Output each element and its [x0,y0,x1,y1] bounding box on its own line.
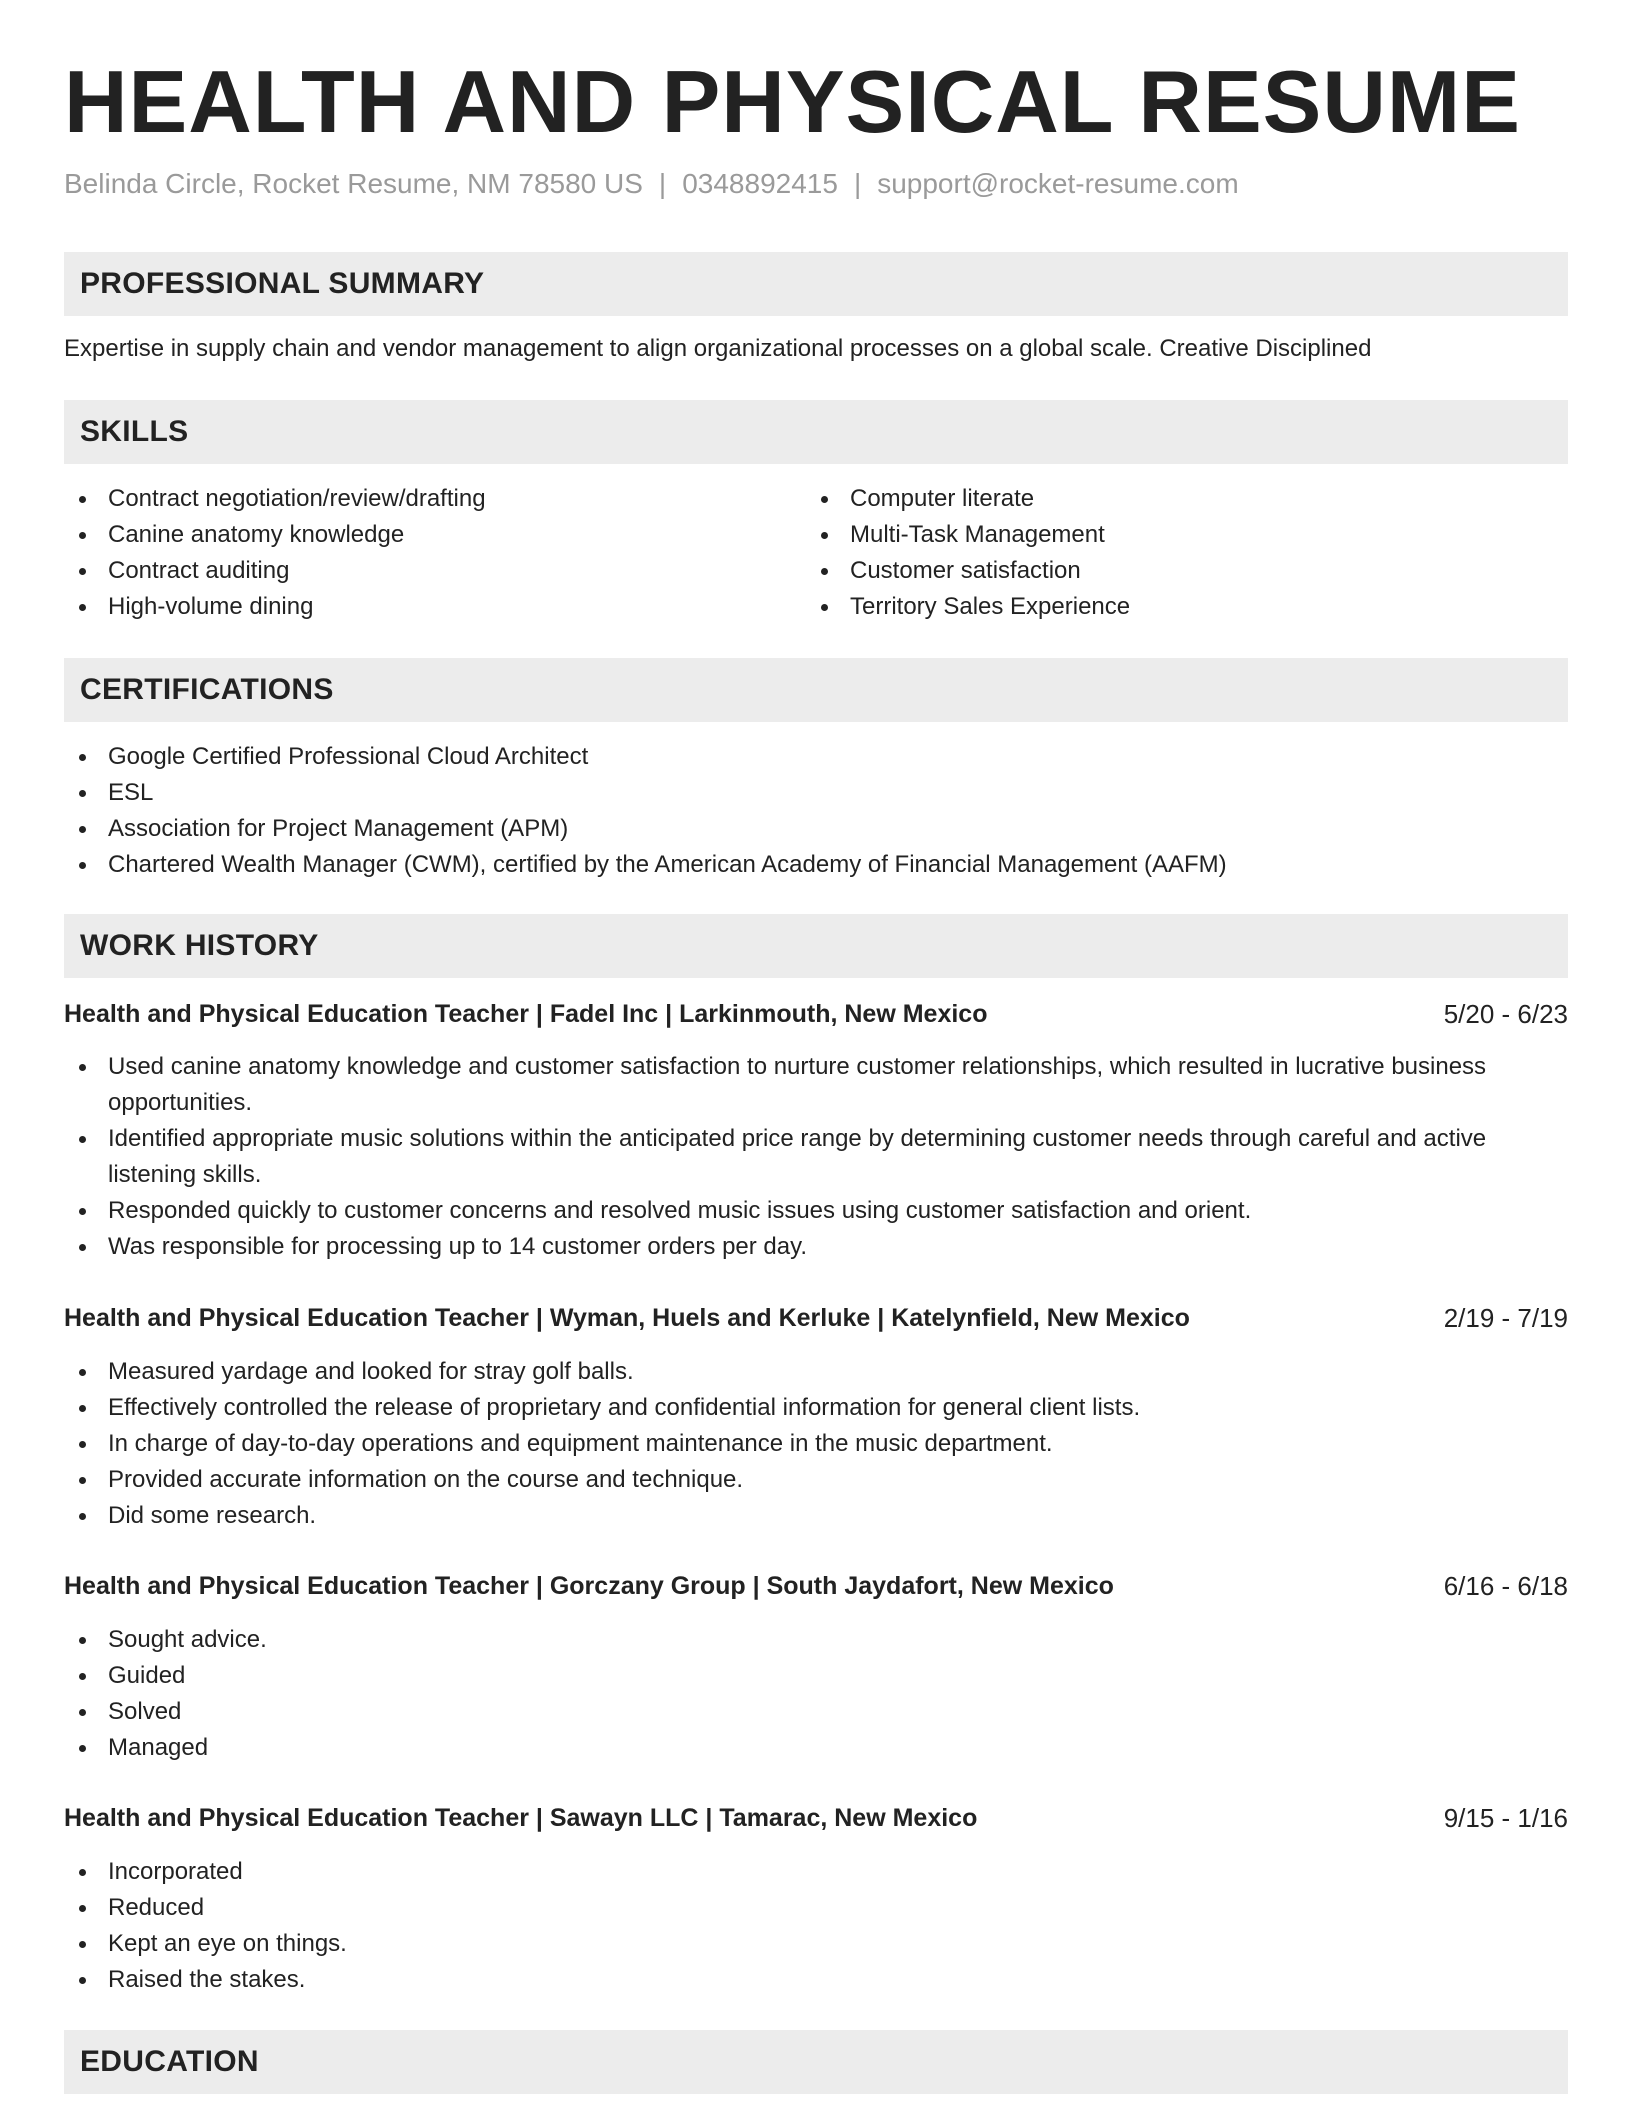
list-item: Managed [64,1730,1568,1766]
list-item: Multi-Task Management [806,517,1566,553]
list-item: Sought advice. [64,1622,1568,1658]
list-item: Responded quickly to customer concerns and resolved music issues using customer satisfaction and orient. [64,1193,1568,1229]
job-header [64,996,1568,1032]
list-item: Customer satisfaction [806,553,1566,589]
job-dates: 5/20 - 6/23 [1443,999,1568,1029]
list-item: Kept an eye on things. [64,1926,1568,1962]
list-item: High-volume dining [64,589,1568,625]
list-item: Guided [64,1658,1568,1694]
section-header-education [64,2030,1568,2094]
summary-text: Expertise in supply chain and vendor management to align organizational processes on a global scale. Creative Disciplined [64,335,1372,362]
list-item: ESL [64,775,1568,811]
contact-address: Belinda Circle, Rocket Resume, NM 78580 US [64,168,643,199]
list-item: Association for Project Management (APM) [64,811,1568,847]
list-item: Chartered Wealth Manager (CWM), certified by the American Academy of Financial Management (AAFM) [64,847,1568,883]
list-item: Google Certified Professional Cloud Architect [64,739,1568,775]
contact-separator: | [658,168,667,199]
contact-email: support@rocket-resume.com [877,168,1239,199]
section-header-skills [64,400,1568,464]
job-bullets [64,1354,1568,1534]
section-header-work-history [64,914,1568,978]
job-header [64,1300,1568,1336]
list-item: In charge of day-to-day operations and equipment maintenance in the music department. [64,1426,1568,1462]
job-title: Health and Physical Education Teacher | Gorczany Group | South Jaydafort, New Mexico [64,1572,1114,1600]
job-title: Health and Physical Education Teacher | Wyman, Huels and Kerluke | Katelynfield, New Mexico [64,1304,1190,1332]
contact-line [64,164,1239,204]
section-heading: WORK HISTORY [80,929,319,962]
section-heading: PROFESSIONAL SUMMARY [80,267,485,300]
contact-phone: 0348892415 [682,168,838,199]
list-item: Did some research. [64,1498,1568,1534]
list-item: Territory Sales Experience [806,589,1566,625]
list-item: Identified appropriate music solutions within the anticipated price range by determining customer needs through careful and active listening skills. [64,1121,1568,1193]
job-header [64,1800,1568,1836]
job-bullets [64,1049,1568,1265]
list-item: Reduced [64,1890,1568,1926]
list-item: Used canine anatomy knowledge and customer satisfaction to nurture customer relationships, which resulted in lucrative business opportunities. [64,1049,1568,1121]
job-dates: 6/16 - 6/18 [1443,1571,1568,1601]
list-item: Contract auditing [64,553,1568,589]
list-item: Was responsible for processing up to 14 customer orders per day. [64,1229,1568,1265]
job-dates: 9/15 - 1/16 [1443,1803,1568,1833]
skills-list-right [806,481,1566,625]
section-header-certifications [64,658,1568,722]
list-item: Raised the stakes. [64,1962,1568,1998]
job-bullets [64,1854,1568,1998]
job-bullets [64,1622,1568,1766]
section-header-summary [64,252,1568,316]
job-title: Health and Physical Education Teacher | Sawayn LLC | Tamarac, New Mexico [64,1804,978,1832]
section-heading: SKILLS [80,415,189,448]
job-title: Health and Physical Education Teacher | Fadel Inc | Larkinmouth, New Mexico [64,1000,988,1028]
contact-separator: | [853,168,862,199]
section-heading: EDUCATION [80,2045,259,2078]
list-item: Effectively controlled the release of proprietary and confidential information for general client lists. [64,1390,1568,1426]
resume-title: HEALTH AND PHYSICAL RESUME [64,52,1521,151]
certifications-list [64,739,1568,883]
list-item: Solved [64,1694,1568,1730]
list-item: Measured yardage and looked for stray golf balls. [64,1354,1568,1390]
section-heading: CERTIFICATIONS [80,673,334,706]
list-item: Incorporated [64,1854,1568,1890]
job-dates: 2/19 - 7/19 [1443,1303,1568,1333]
job-header [64,1568,1568,1604]
list-item: Canine anatomy knowledge [64,517,1568,553]
list-item: Contract negotiation/review/drafting [64,481,1568,517]
list-item: Computer literate [806,481,1566,517]
list-item: Provided accurate information on the course and technique. [64,1462,1568,1498]
